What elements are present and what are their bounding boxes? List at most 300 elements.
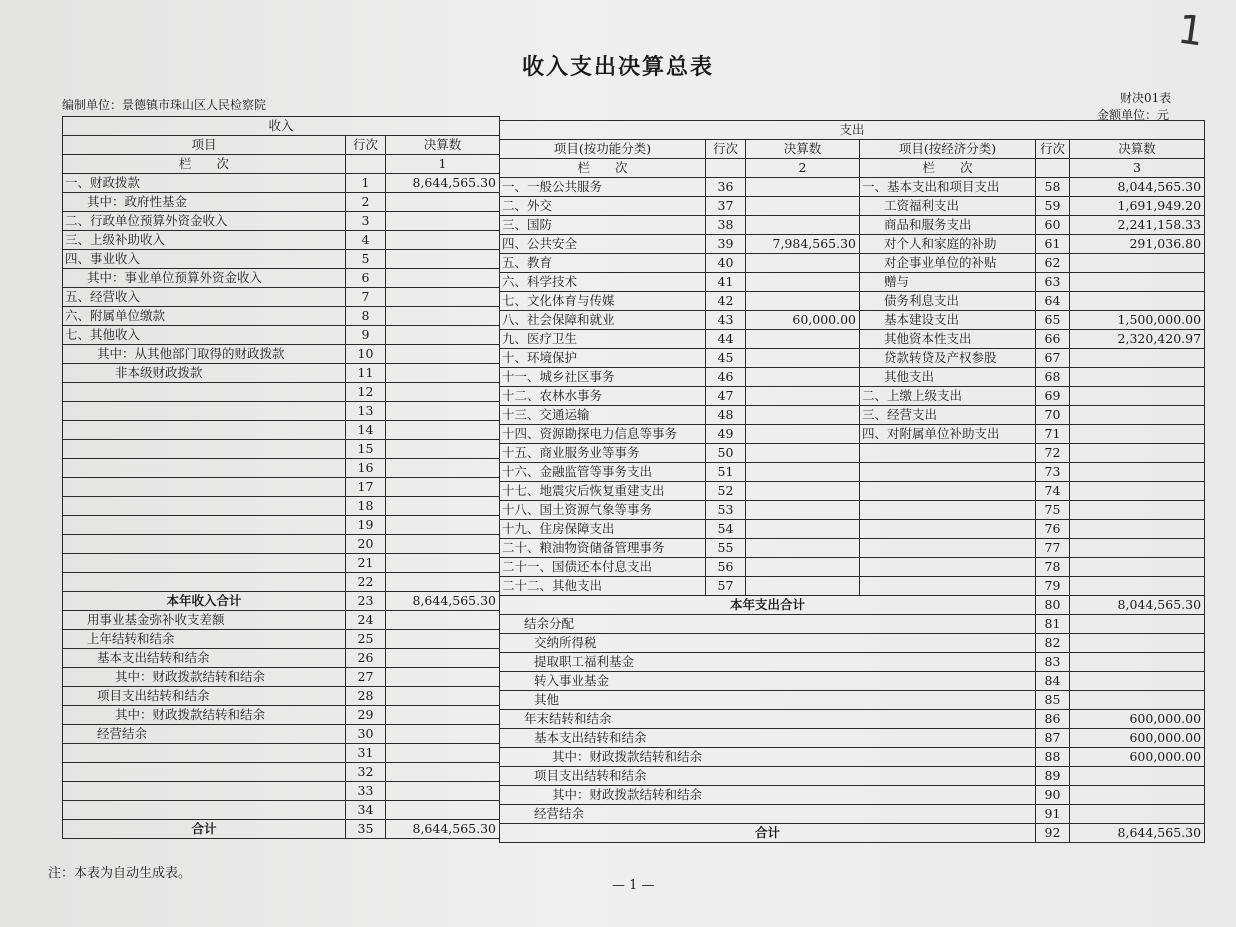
econ-item [860,463,1036,482]
income-item: 三、上级补助收入 [63,231,346,250]
func-row-number: 49 [706,425,746,444]
func-row-number: 39 [706,235,746,254]
func-row-number: 44 [706,330,746,349]
income-row [63,193,500,212]
func-item: 二十二、其他支出 [500,577,706,596]
func-row-number: 37 [706,197,746,216]
income-item [63,801,346,820]
func-item: 六、科学技术 [500,273,706,292]
income-amount-header: 决算数 [386,136,500,155]
income-row [63,478,500,497]
func-row-number: 52 [706,482,746,501]
income-item: 项目支出结转和结余 [63,687,346,706]
income-total-label: 本年收入合计 [63,592,346,611]
income-row-number: 1 [346,174,386,193]
income-item-header: 项目 [63,136,346,155]
econ-row-number: 65 [1036,311,1070,330]
income-row-number: 25 [346,630,386,649]
expense-row [500,197,1205,216]
income-item [63,763,346,782]
econ-item: 工资福利支出 [860,197,1036,216]
func-item: 十三、交通运输 [500,406,706,425]
expense-row-number: 83 [1036,653,1070,672]
income-row [63,763,500,782]
econ-row-number: 61 [1036,235,1070,254]
expense-lower-item: 结余分配 [500,615,1036,634]
expense-amount: 600,000.00 [1070,729,1205,748]
func-amount [746,425,860,444]
econ-amount [1070,577,1205,596]
econ-amount: 1,500,000.00 [1070,311,1205,330]
econ-item [860,577,1036,596]
func-amount [746,558,860,577]
income-row [63,668,500,687]
expense-row [500,406,1205,425]
income-row-number: 27 [346,668,386,687]
expense-row [500,767,1205,786]
econ-row-number: 79 [1036,577,1070,596]
page-number: — 1 — [612,878,655,893]
econ-col-blank [1036,159,1070,178]
econ-item [860,539,1036,558]
func-item: 十二、农林水事务 [500,387,706,406]
expense-row [500,634,1205,653]
income-amount [386,326,500,345]
income-amount [386,630,500,649]
expense-row-number: 87 [1036,729,1070,748]
income-item [63,516,346,535]
income-amount [386,250,500,269]
expense-row [500,178,1205,197]
func-row-number: 55 [706,539,746,558]
expense-amount [1070,615,1205,634]
econ-item [860,520,1036,539]
econ-amount: 2,241,158.33 [1070,216,1205,235]
econ-item [860,482,1036,501]
income-row [63,307,500,326]
econ-item: 三、经营支出 [860,406,1036,425]
expense-row [500,520,1205,539]
expense-lower-item: 其中：财政拨款结转和结余 [500,748,1036,767]
func-item: 九、医疗卫生 [500,330,706,349]
income-row [63,212,500,231]
income-row-number: 30 [346,725,386,744]
func-amount [746,520,860,539]
expense-row [500,672,1205,691]
econ-amount [1070,254,1205,273]
econ-item [860,444,1036,463]
func-amount [746,444,860,463]
income-row [63,231,500,250]
expense-lower-item: 其他 [500,691,1036,710]
expense-lower-item: 交纳所得税 [500,634,1036,653]
func-item: 五、教育 [500,254,706,273]
func-item: 十八、国土资源气象等事务 [500,501,706,520]
expense-amount: 600,000.00 [1070,710,1205,729]
expense-row [500,710,1205,729]
income-item: 非本级财政拨款 [63,364,346,383]
expense-row [500,805,1205,824]
econ-rowno-header: 行次 [1036,140,1070,159]
econ-col-label: 栏 次 [860,159,1036,178]
income-amount [386,231,500,250]
income-row [63,364,500,383]
func-col-blank [706,159,746,178]
func-amount [746,406,860,425]
income-row-number: 14 [346,421,386,440]
income-item [63,383,346,402]
econ-amount: 2,320,420.97 [1070,330,1205,349]
expense-row [500,748,1205,767]
income-item: 一、财政拨款 [63,174,346,193]
econ-item: 商品和服务支出 [860,216,1036,235]
econ-row-number: 71 [1036,425,1070,444]
income-row-number: 24 [346,611,386,630]
func-rowno-header: 行次 [706,140,746,159]
income-row-number: 29 [346,706,386,725]
income-item [63,497,346,516]
func-item-header: 项目(按功能分类) [500,140,706,159]
func-amount: 60,000.00 [746,311,860,330]
func-row-number: 53 [706,501,746,520]
income-row-number: 21 [346,554,386,573]
econ-row-number: 60 [1036,216,1070,235]
income-item: 二、行政单位预算外资金收入 [63,212,346,231]
expense-grand-total-row [500,824,1205,843]
income-amount [386,554,500,573]
expense-lower-item: 基本支出结转和结余 [500,729,1036,748]
income-item [63,459,346,478]
expense-amount [1070,653,1205,672]
econ-row-number: 58 [1036,178,1070,197]
income-row [63,402,500,421]
income-amount [386,288,500,307]
income-grand-total-row [63,820,500,839]
func-item: 十四、资源勘探电力信息等事务 [500,425,706,444]
func-amount [746,254,860,273]
expense-row-number: 89 [1036,767,1070,786]
econ-amount [1070,406,1205,425]
econ-item-header: 项目(按经济分类) [860,140,1036,159]
income-row [63,630,500,649]
income-row [63,440,500,459]
income-item: 用事业基金弥补收支差额 [63,611,346,630]
func-amount [746,178,860,197]
footnote: 注：本表为自动生成表。 [48,866,192,881]
expense-amount [1070,634,1205,653]
econ-amount [1070,501,1205,520]
econ-amount [1070,425,1205,444]
expense-amount: 600,000.00 [1070,748,1205,767]
pencil-mark: 1 [1174,6,1207,56]
econ-amount [1070,349,1205,368]
func-item: 十六、金融监管等事务支出 [500,463,706,482]
func-row-number: 40 [706,254,746,273]
income-item: 上年结转和结余 [63,630,346,649]
income-item: 其中：事业单位预算外资金收入 [63,269,346,288]
income-amount [386,706,500,725]
income-row-number: 5 [346,250,386,269]
page-title: 收入支出决算总表 [521,55,714,80]
econ-amount [1070,463,1205,482]
expense-row [500,311,1205,330]
econ-row-number: 62 [1036,254,1070,273]
income-row-number: 26 [346,649,386,668]
income-row-number: 4 [346,231,386,250]
income-amount [386,725,500,744]
func-item: 八、社会保障和就业 [500,311,706,330]
income-table [62,116,500,839]
income-header: 收入 [63,117,500,136]
func-amount [746,387,860,406]
econ-row-number: 59 [1036,197,1070,216]
econ-item: 其他资本性支出 [860,330,1036,349]
income-row-number: 16 [346,459,386,478]
func-item: 十九、住房保障支出 [500,520,706,539]
income-item: 其中：政府性基金 [63,193,346,212]
expense-amount [1070,672,1205,691]
income-row [63,782,500,801]
func-row-number: 46 [706,368,746,387]
income-amount [386,497,500,516]
expense-row [500,501,1205,520]
func-item: 七、文化体育与传媒 [500,292,706,311]
income-row-number: 9 [346,326,386,345]
income-grand-row-number: 35 [346,820,386,839]
econ-item: 债务利息支出 [860,292,1036,311]
econ-item: 一、基本支出和项目支出 [860,178,1036,197]
func-row-number: 48 [706,406,746,425]
income-row [63,174,500,193]
income-item: 六、附属单位缴款 [63,307,346,326]
income-row [63,459,500,478]
income-item [63,440,346,459]
func-amount [746,368,860,387]
expense-row [500,368,1205,387]
expense-header: 支出 [500,121,1205,140]
income-row [63,649,500,668]
income-item: 其中：财政拨款结转和结余 [63,706,346,725]
func-item: 二十、粮油物资储备管理事务 [500,539,706,558]
income-total-amount: 8,644,565.30 [386,592,500,611]
income-amount [386,649,500,668]
func-amount [746,463,860,482]
income-col-label: 栏 次 [63,155,346,174]
income-amount [386,345,500,364]
expense-lower-item: 项目支出结转和结余 [500,767,1036,786]
income-item [63,744,346,763]
expense-table [499,120,1205,843]
econ-amount: 8,044,565.30 [1070,178,1205,197]
income-row-number: 10 [346,345,386,364]
expense-row [500,349,1205,368]
income-row [63,801,500,820]
form-number: 财决01表 [1120,91,1172,105]
econ-amount [1070,539,1205,558]
income-item: 七、其他收入 [63,326,346,345]
expense-amount [1070,805,1205,824]
func-col-number: 2 [746,159,860,178]
econ-row-number: 76 [1036,520,1070,539]
expense-lower-item: 其中：财政拨款结转和结余 [500,786,1036,805]
econ-row-number: 64 [1036,292,1070,311]
func-item: 十、环境保护 [500,349,706,368]
income-row-number: 22 [346,573,386,592]
income-item [63,478,346,497]
income-item: 五、经营收入 [63,288,346,307]
income-row [63,497,500,516]
expense-row [500,729,1205,748]
econ-item [860,558,1036,577]
income-rowno-header: 行次 [346,136,386,155]
income-amount [386,269,500,288]
income-amount [386,744,500,763]
income-row [63,573,500,592]
func-row-number: 47 [706,387,746,406]
income-item [63,535,346,554]
econ-amount [1070,444,1205,463]
income-row-number: 11 [346,364,386,383]
func-row-number: 36 [706,178,746,197]
income-amount [386,668,500,687]
income-row-number: 18 [346,497,386,516]
econ-amount: 1,691,949.20 [1070,197,1205,216]
econ-row-number: 66 [1036,330,1070,349]
income-row [63,421,500,440]
income-row-number: 19 [346,516,386,535]
func-row-number: 43 [706,311,746,330]
func-row-number: 42 [706,292,746,311]
func-amount [746,330,860,349]
expense-row [500,292,1205,311]
income-grand-amount: 8,644,565.30 [386,820,500,839]
expense-row [500,444,1205,463]
income-amount [386,212,500,231]
expense-row-number: 82 [1036,634,1070,653]
expense-lower-item: 转入事业基金 [500,672,1036,691]
income-total-row-number: 23 [346,592,386,611]
income-item: 其中：从其他部门取得的财政拨款 [63,345,346,364]
expense-row-number: 86 [1036,710,1070,729]
expense-row [500,691,1205,710]
econ-amount [1070,482,1205,501]
income-item: 基本支出结转和结余 [63,649,346,668]
income-amount [386,364,500,383]
func-amount [746,349,860,368]
expense-row [500,577,1205,596]
income-item [63,782,346,801]
income-amount [386,383,500,402]
expense-row [500,235,1205,254]
func-row-number: 57 [706,577,746,596]
func-row-number: 41 [706,273,746,292]
econ-item: 贷款转贷及产权参股 [860,349,1036,368]
func-amount [746,273,860,292]
income-item: 其中：财政拨款结转和结余 [63,668,346,687]
expense-row [500,615,1205,634]
func-amount [746,501,860,520]
income-amount [386,421,500,440]
econ-item: 四、对附属单位补助支出 [860,425,1036,444]
income-row-number: 15 [346,440,386,459]
income-item: 经营结余 [63,725,346,744]
econ-row-number: 63 [1036,273,1070,292]
func-item: 十一、城乡社区事务 [500,368,706,387]
expense-total-row [500,596,1205,615]
econ-item: 对个人和家庭的补助 [860,235,1036,254]
income-amount [386,573,500,592]
econ-item: 基本建设支出 [860,311,1036,330]
econ-row-number: 74 [1036,482,1070,501]
income-row-number: 34 [346,801,386,820]
expense-row-number: 85 [1036,691,1070,710]
func-row-number: 54 [706,520,746,539]
income-item [63,573,346,592]
func-row-number: 38 [706,216,746,235]
func-row-number: 50 [706,444,746,463]
func-amount [746,292,860,311]
income-item: 四、事业收入 [63,250,346,269]
expense-row [500,254,1205,273]
econ-item: 二、上缴上级支出 [860,387,1036,406]
func-amount: 7,984,565.30 [746,235,860,254]
econ-amount: 291,036.80 [1070,235,1205,254]
income-amount [386,687,500,706]
income-row-number: 32 [346,763,386,782]
econ-amount [1070,520,1205,539]
econ-item [860,501,1036,520]
expense-row [500,482,1205,501]
expense-row-number: 81 [1036,615,1070,634]
func-item: 一、一般公共服务 [500,178,706,197]
income-row-number: 33 [346,782,386,801]
expense-grand-row-number: 92 [1036,824,1070,843]
econ-row-number: 68 [1036,368,1070,387]
income-row-number: 17 [346,478,386,497]
econ-amount [1070,558,1205,577]
expense-row [500,786,1205,805]
func-col-label: 栏 次 [500,159,706,178]
income-row [63,383,500,402]
expense-grand-label: 合计 [500,824,1036,843]
func-item: 四、公共安全 [500,235,706,254]
income-row-number: 6 [346,269,386,288]
econ-row-number: 70 [1036,406,1070,425]
expense-row-number: 88 [1036,748,1070,767]
econ-row-number: 67 [1036,349,1070,368]
income-col-number: 1 [386,155,500,174]
expense-grand-amount: 8,644,565.30 [1070,824,1205,843]
income-row-number: 20 [346,535,386,554]
income-item [63,421,346,440]
income-row-number: 31 [346,744,386,763]
expense-row-number: 91 [1036,805,1070,824]
income-amount [386,307,500,326]
expense-total-amount: 8,044,565.30 [1070,596,1205,615]
income-row [63,611,500,630]
func-item: 二十一、国债还本付息支出 [500,558,706,577]
func-amount [746,216,860,235]
income-amount [386,611,500,630]
expense-row [500,387,1205,406]
income-total-row [63,592,500,611]
income-amount [386,801,500,820]
income-row [63,706,500,725]
econ-row-number: 72 [1036,444,1070,463]
expense-row-number: 90 [1036,786,1070,805]
income-row-number: 13 [346,402,386,421]
income-row [63,250,500,269]
